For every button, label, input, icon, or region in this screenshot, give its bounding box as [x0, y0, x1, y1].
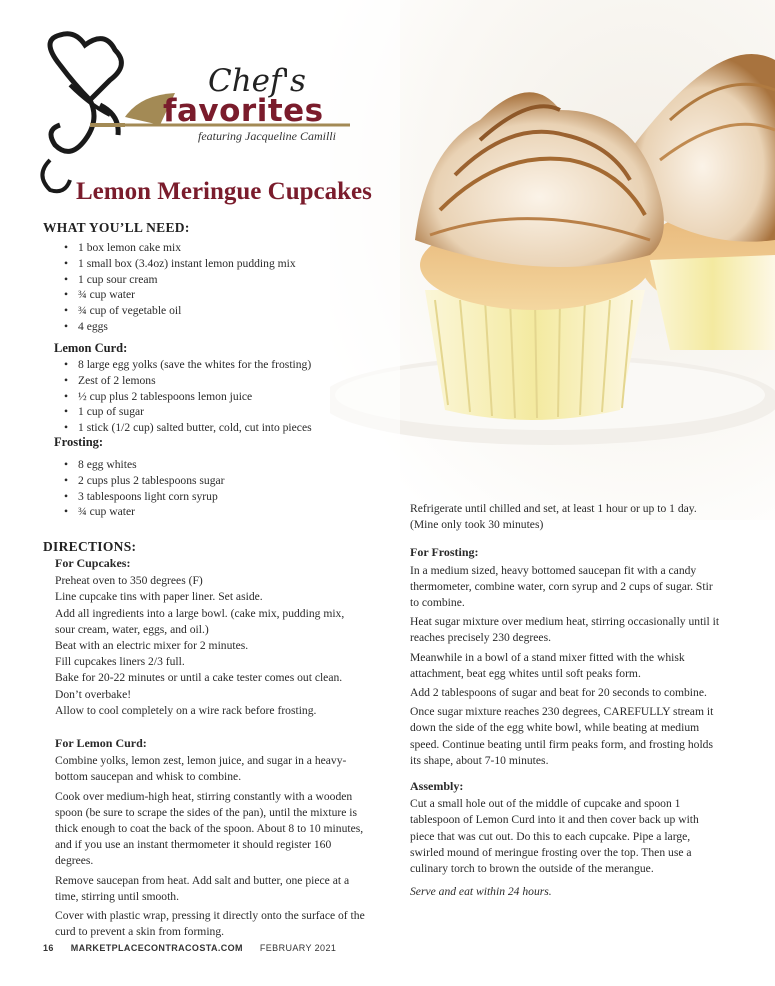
direction-line: Preheat oven to 350 degrees (F): [55, 574, 203, 588]
cupcake-ingredients-list: [64, 240, 296, 335]
list-item: • 1 cup sour cream: [64, 272, 296, 288]
list-item: • ½ cup plus 2 tablespoons lemon juice: [64, 389, 312, 405]
list-item: • 2 cups plus 2 tablespoons sugar: [64, 473, 225, 489]
directions-heading: DIRECTIONS:: [43, 539, 137, 554]
footer-date: FEBRUARY 2021: [259, 943, 337, 953]
curd-ingredients-heading: Lemon Curd:: [54, 341, 128, 355]
list-item: • Zest of 2 lemons: [64, 373, 312, 389]
page-number: 16: [43, 943, 54, 953]
curd-directions-heading: For Lemon Curd:: [55, 736, 147, 751]
list-item: • 1 stick (1/2 cup) salted butter, cold, cut into pieces: [64, 420, 312, 436]
list-item: • 1 box lemon cake mix: [64, 240, 296, 256]
page-footer: [43, 943, 350, 953]
frosting-ingredients-heading: Frosting:: [54, 435, 104, 449]
direction-paragraph: Cook over medium-high heat, stirring constantly with a wooden spoon (be sure to scrape the sides of the pan), until the mixture is thick enough to coat the back of the spoon. About 8 to 10 minutes, and if you use an instant thermometer it should register 160 degrees.: [55, 789, 364, 868]
footer-site: MARKETPLACECONTRACOSTA.COM: [70, 943, 243, 953]
cupcakes-directions-heading: For Cupcakes:: [55, 556, 131, 570]
cupcake-photo: [330, 0, 775, 520]
logo-featuring-text: featuring Jacqueline Camilli: [198, 129, 336, 143]
list-item: • 8 egg whites: [64, 457, 225, 473]
list-item: • ¾ cup of vegetable oil: [64, 303, 296, 319]
direction-paragraph: In a medium sized, heavy bottomed saucepan fit with a candy thermometer, combine water, corn syrup and 2 cups of sugar. Stir to combine.: [410, 563, 713, 610]
list-item: • 1 small box (3.4oz) instant lemon pudding mix: [64, 256, 296, 272]
needs-heading: WHAT YOU’LL NEED:: [43, 220, 190, 235]
frosting-ingredients-list: [64, 457, 225, 520]
direction-paragraph: Once sugar mixture reaches 230 degrees, CAREFULLY stream it down the side of the egg white bowl, while beating at medium speed. Continue beating until firm peaks form, and frosting holds its shape, about 7-10 minutes.: [410, 705, 714, 767]
assembly-paragraph: Cut a small hole out of the middle of cupcake and spoon 1 tablespoon of Lemon Curd into it and then cover back up with piece that was cut out. Do this to each cupcake. Pipe a large, swirled mound of meringue frosting over the top. Then use a culinary torch to brown the outside of the merangue.: [410, 797, 699, 876]
direction-paragraph: Combine yolks, lemon zest, lemon juice, and sugar in a heavy-bottom saucepan and whisk to combine.: [55, 754, 347, 784]
curd-ingredients-list: [64, 357, 312, 436]
list-item: • 1 cup of sugar: [64, 404, 312, 420]
recipe-title: Lemon Meringue Cupcakes: [76, 178, 372, 205]
refrigerate-paragraph: Refrigerate until chilled and set, at least 1 hour or up to 1 day. (Mine only took 30 minutes): [410, 502, 697, 532]
list-item: • 4 eggs: [64, 319, 296, 335]
direction-line: Add all ingredients into a large bowl. (cake mix, pudding mix, sour cream, water, eggs, and oil.): [55, 606, 345, 636]
direction-paragraph: Cover with plastic wrap, pressing it directly onto the surface of the curd to prevent a skin from forming.: [55, 909, 365, 939]
list-item: • 3 tablespoons light corn syrup: [64, 489, 225, 505]
logo-favorites-text: favorites: [163, 93, 324, 129]
logo-chefs-text: Chef's: [208, 63, 306, 99]
direction-paragraph: Remove saucepan from heat. Add salt and butter, one piece at a time, stirring until smooth.: [55, 873, 350, 903]
directions-left-column: [55, 555, 365, 943]
frosting-directions-heading: For Frosting:: [410, 545, 479, 560]
list-item: • ¾ cup water: [64, 504, 225, 520]
direction-paragraph: Meanwhile in a bowl of a stand mixer fitted with the whisk attachment, beat egg whites until soft peaks form.: [410, 650, 685, 680]
chefs-favorites-logo: [30, 25, 360, 195]
directions-right-column: [410, 501, 720, 903]
direction-line: Allow to cool completely on a wire rack before frosting.: [55, 703, 317, 717]
direction-line: Fill cupcakes liners 2/3 full.: [55, 655, 185, 669]
list-item: • ¾ cup water: [64, 287, 296, 303]
direction-line: Bake for 20-22 minutes or until a cake tester comes out clean. Don’t overbake!: [55, 671, 343, 701]
assembly-heading: Assembly:: [410, 779, 464, 794]
direction-paragraph: Heat sugar mixture over medium heat, stirring occasionally until it reaches precisely 230 degrees.: [410, 615, 720, 645]
direction-line: Beat with an electric mixer for 2 minutes.: [55, 639, 249, 653]
direction-line: Line cupcake tins with paper liner. Set aside.: [55, 590, 263, 604]
list-item: • 8 large egg yolks (save the whites for the frosting): [64, 357, 312, 373]
direction-paragraph: Add 2 tablespoons of sugar and beat for 20 seconds to combine.: [410, 686, 707, 700]
serve-note: Serve and eat within 24 hours.: [410, 885, 552, 899]
